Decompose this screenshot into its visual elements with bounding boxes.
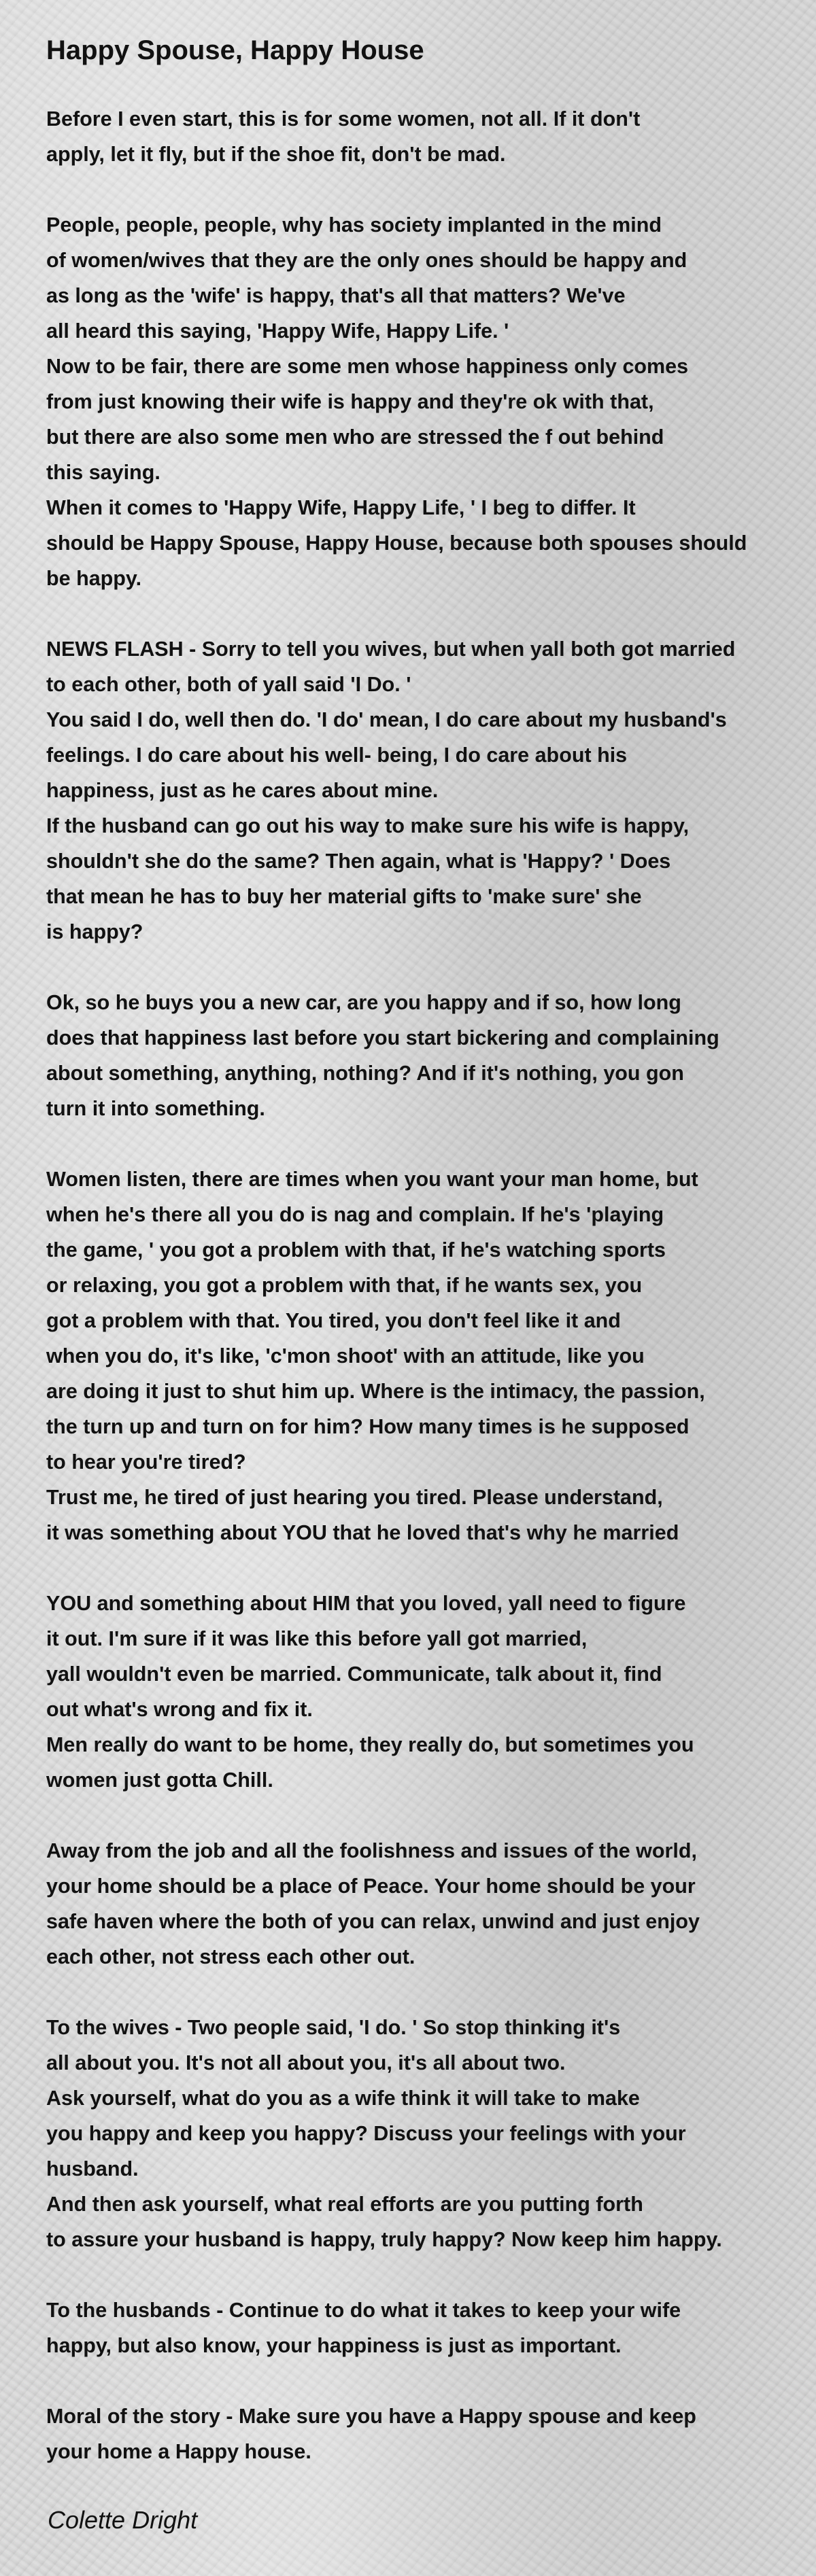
stanza [46,2010,808,2257]
stanza [46,101,808,172]
poem-line: feelings. I do care about his well- being, I do care about his [46,744,628,767]
poem-line: Moral of the story - Make sure you have a Happy spouse and keep [46,2405,696,2428]
poem-line: as long as the 'wife' is happy, that's all that matters? We've [46,284,626,307]
stanza [46,207,808,596]
stanza [46,2399,808,2469]
poem-line: NEWS FLASH - Sorry to tell you wives, but when yall both got married [46,638,736,661]
poem-line: to hear you're tired? [46,1450,246,1474]
poem-line: are doing it just to shut him up. Where is the intimacy, the passion, [46,1380,705,1403]
poem-line: Men really do want to be home, they really do, but sometimes you [46,1733,694,1756]
poem-line: out what's wrong and fix it. [46,1698,313,1721]
poem-line: women just gotta Chill. [46,1769,273,1792]
poem-line: husband. [46,2157,139,2180]
poem-body [46,101,808,2505]
poem-line: your home should be a place of Peace. Your home should be your [46,1875,696,1898]
poem-line: does that happiness last before you start bickering and complaining [46,1026,719,1049]
poem-line: safe haven where the both of you can relax, unwind and just enjoy [46,1910,700,1933]
poem-line: To the wives - Two people said, 'I do. ' So stop thinking it's [46,2016,621,2039]
poem-line: Trust me, he tired of just hearing you tired. Please understand, [46,1486,663,1509]
poem-line: is happy? [46,920,143,943]
poem-line: be happy. [46,567,142,590]
poem-line: this saying. [46,461,160,484]
poem-line: of women/wives that they are the only ones should be happy and [46,249,687,272]
poem-line: your home a Happy house. [46,2440,311,2463]
poem-line: to assure your husband is happy, truly happy? Now keep him happy. [46,2228,722,2251]
poem-title: Happy Spouse, Happy House [46,35,424,65]
poem-line: to each other, both of yall said 'I Do. ' [46,673,411,696]
poem-line: Ask yourself, what do you as a wife think it will take to make [46,2087,640,2110]
poem-line: If the husband can go out his way to make sure his wife is happy, [46,814,690,837]
stanza [46,985,808,1126]
poem-line: happiness, just as he cares about mine. [46,779,439,802]
poem-line: When it comes to 'Happy Wife, Happy Life, ' I beg to differ. It [46,496,636,519]
poem-line: Away from the job and all the foolishness and issues of the world, [46,1839,697,1862]
poem-line: yall wouldn't even be married. Communicate, talk about it, find [46,1663,662,1686]
poem-line: each other, not stress each other out. [46,1945,415,1968]
poem-line: but there are also some men who are stressed the f out behind [46,425,664,449]
poem-line: it out. I'm sure if it was like this before yall got married, [46,1627,588,1650]
poem-line: turn it into something. [46,1097,265,1120]
poem-line: Women listen, there are times when you want your man home, but [46,1168,698,1191]
stanza [46,631,808,950]
poem-line: when you do, it's like, 'c'mon shoot' with an attitude, like you [46,1344,645,1368]
stanza [46,1586,808,1798]
poem-line: that mean he has to buy her material gifts to 'make sure' she [46,885,642,908]
poem-line: got a problem with that. You tired, you don't feel like it and [46,1309,621,1332]
stanza [46,1162,808,1550]
poem-author[interactable]: Colette Dright [48,2506,198,2534]
poem-line: when he's there all you do is nag and complain. If he's 'playing [46,1203,664,1226]
poem-line: all heard this saying, 'Happy Wife, Happy Life. ' [46,319,509,343]
poem-line: To the husbands - Continue to do what it takes to keep your wife [46,2299,681,2322]
poem-line: And then ask yourself, what real efforts are you putting forth [46,2193,643,2216]
poem-line: or relaxing, you got a problem with that, if he wants sex, you [46,1274,643,1297]
poem-line: all about you. It's not all about you, it's all about two. [46,2051,566,2074]
stanza [46,1833,808,1974]
poem-line: happy, but also know, your happiness is just as important. [46,2334,622,2357]
poem-line: apply, let it fly, but if the shoe fit, don't be mad. [46,143,506,166]
poem-line: Ok, so he buys you a new car, are you happy and if so, how long [46,991,681,1014]
poem-line: should be Happy Spouse, Happy House, because both spouses should [46,532,747,555]
poem-line: People, people, people, why has society implanted in the mind [46,213,662,237]
poem-line: it was something about YOU that he loved that's why he married [46,1521,679,1544]
poem-line: YOU and something about HIM that you loved, yall need to figure [46,1592,686,1615]
poem-line: Now to be fair, there are some men whose happiness only comes [46,355,689,378]
poem-line: Before I even start, this is for some women, not all. If it don't [46,107,641,130]
poem-line: about something, anything, nothing? And if it's nothing, you gon [46,1062,684,1085]
poem-line: You said I do, well then do. 'I do' mean, I do care about my husband's [46,708,727,731]
poem-line: the game, ' you got a problem with that, if he's watching sports [46,1238,666,1261]
poem-line: shouldn't she do the same? Then again, what is 'Happy? ' Does [46,850,671,873]
stanza [46,2293,808,2363]
poem-line: the turn up and turn on for him? How many times is he supposed [46,1415,690,1438]
poem-line: you happy and keep you happy? Discuss your feelings with your [46,2122,686,2145]
poem-line: from just knowing their wife is happy and they're ok with that, [46,390,654,413]
